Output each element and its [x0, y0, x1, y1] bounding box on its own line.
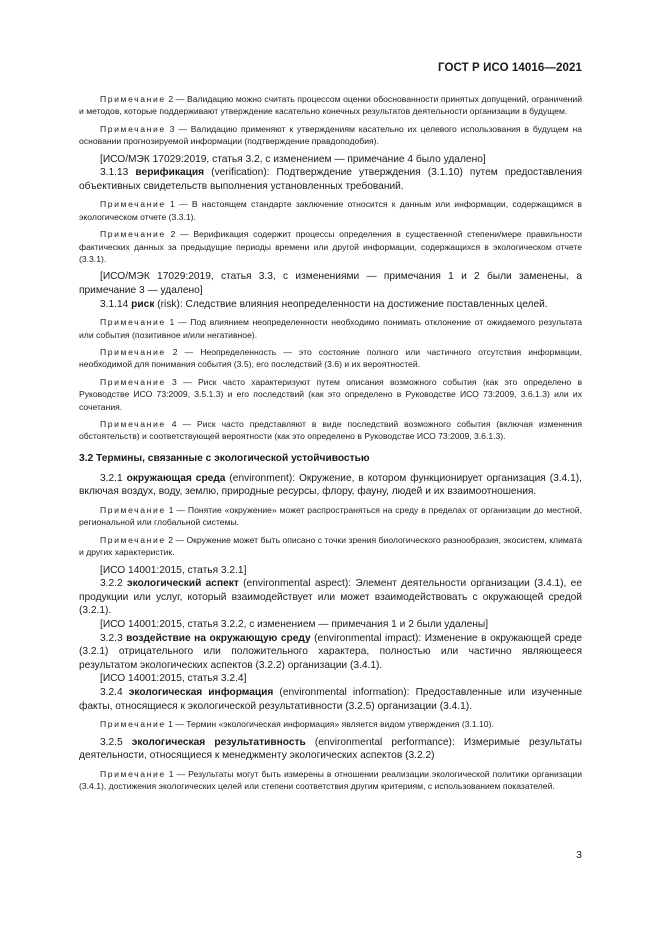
section-heading: 3.2 Термины, связанные с экологической устойчивостью	[79, 452, 370, 464]
term-name: риск	[131, 298, 155, 310]
note-text: — В настоящем стандарте заключение относится к данным или информации, содержащимся в экологическом отчете (3.3.1).	[79, 199, 582, 222]
note-text: — Валидацию можно считать процессом оценки обоснованности принятых допущений, ограничений и методов, которые поддерживают утверждение касательно конечных результатов деятельности организации в будущем.	[79, 94, 583, 117]
note-text: — Риск часто характеризуют путем описания возможного события (как это определено в Руководстве ИСО 73:2009, 3.5.1.3) и его последствий (как это определено в Руководстве ИСО 73:2009, 3.6.1.3) или их сочетания.	[79, 376, 583, 412]
note-number: 2	[172, 347, 178, 358]
term-definition	[79, 166, 582, 193]
note-label: Примечание	[100, 229, 166, 240]
note-label: Примечание	[100, 199, 166, 210]
note-paragraph	[79, 768, 582, 793]
note-text: — Риск часто представляют в виде последствий возможного события (включая изменения обстоятельств) и соответствующей вероятности (как это определено в Руководстве ИСО 73:2009, 3.6.1.3).	[79, 419, 583, 442]
note-number: 3	[172, 376, 177, 387]
source-reference: [ИСО 14001:2015, статья 3.2.4]	[100, 673, 247, 685]
note-label: Примечание	[100, 376, 166, 387]
note-paragraph	[79, 198, 582, 223]
note-label: Примечание	[100, 94, 166, 104]
term-name: верификация	[135, 167, 205, 179]
note-number: 1	[169, 317, 175, 328]
note-text: — Результаты могут быть измерены в отношении реализации экологической политики организации (3.4.1), достижения экологических целей или степени соответствия другим критериям, с использованием показателей.	[79, 768, 583, 792]
note-text: — Окружение может быть описано с точки зрения биологического разнообразия, экосистем, климата и других характеристик.	[79, 534, 582, 558]
document-body	[79, 93, 582, 798]
term-definition	[79, 686, 582, 713]
page-number: 3	[576, 849, 582, 861]
term-number: 3.2.3	[100, 632, 123, 644]
term-text: (environmental impact): Изменение в окружающей среде (3.2.1) отрицательного или положительного характера, полностью или частично являющееся результатом экологических аспектов (3.2.2) организации (3.4.1).	[79, 632, 582, 671]
term-number: 3.2.2	[100, 578, 123, 590]
note-text: — Под влиянием неопределенности необходимо понимать отклонение от ожидаемого результата или события (позитивное и/или негативное).	[79, 317, 582, 340]
note-text: — Неопределенность — это состояние полного или частичного отсутствия информации, необходимой для понимания события (3.5), его последствий (3.6) и их вероятностей.	[79, 347, 582, 370]
term-name: окружающая среда	[126, 472, 226, 484]
note-paragraph	[79, 123, 582, 148]
note-paragraph	[79, 376, 582, 413]
term-number: 3.1.13	[100, 167, 129, 179]
standard-header: ГОСТ Р ИСО 14016—2021	[437, 62, 582, 74]
note-number: 1	[168, 719, 173, 730]
term-name: воздействие на окружающую среду	[126, 632, 311, 644]
term-number: 3.2.1	[100, 472, 123, 484]
term-definition	[79, 577, 582, 618]
note-label: Примечание	[100, 719, 166, 730]
term-definition	[79, 298, 582, 312]
note-label: Примечание	[100, 347, 166, 358]
note-paragraph	[79, 534, 582, 559]
term-text: (environmental performance): Измеримые результаты деятельности, относящиеся к менеджменту экологических аспектов (3.2.2)	[79, 736, 582, 762]
note-number: 3	[169, 123, 175, 134]
note-number: 2	[168, 534, 173, 545]
term-definition	[79, 632, 582, 673]
note-label: Примечание	[100, 123, 166, 134]
source-reference: [ИСО/МЭК 17029:2019, статья 3.3, с изменениями — примечания 1 и 2 были заменены, а примечание 3 — удалено]	[79, 271, 582, 297]
note-label: Примечание	[100, 768, 166, 779]
term-text: (environmental information): Предоставленные или изученные факты, относящиеся к экологической результативности (3.2.5) организации (3.4.1).	[79, 687, 582, 712]
term-text: (environmental aspect): Элемент деятельности организации (3.4.1), ее продукции или услуг, который взаимодействует или может взаимодействовать с окружающей средой (3.2.1).	[79, 578, 582, 617]
note-number: 2	[170, 229, 176, 240]
term-definition	[79, 472, 582, 499]
note-label: Примечание	[100, 505, 166, 516]
note-paragraph	[79, 316, 582, 341]
note-paragraph	[79, 228, 582, 265]
note-paragraph	[79, 93, 582, 118]
note-number: 1	[168, 768, 174, 779]
source-reference: [ИСО 14001:2015, статья 3.2.1]	[100, 564, 247, 576]
term-text: (risk): Следствие влияния неопределенности на достижение поставленных целей.	[154, 298, 548, 310]
source-reference: [ИСО/МЭК 17029:2019, статья 3.2, с изменением — примечание 4 было удалено]	[100, 153, 486, 165]
note-paragraph	[79, 718, 582, 730]
term-name: экологическая результативность	[131, 736, 306, 748]
term-name: экологическая информация	[128, 687, 274, 699]
note-label: Примечание	[100, 317, 166, 328]
term-name: экологический аспект	[126, 578, 239, 590]
note-paragraph	[79, 504, 582, 529]
note-label: Примечание	[100, 534, 166, 545]
note-label: Примечание	[100, 419, 166, 430]
note-number: 2	[168, 94, 174, 104]
note-paragraph	[79, 346, 582, 371]
source-reference: [ИСО 14001:2015, статья 3.2.2, с изменением — примечания 1 и 2 были удалены]	[100, 619, 489, 631]
note-text: — Понятие «окружение» может распространяться на среду в пределах от организации до местной, региональной или глобальной системы.	[79, 505, 582, 528]
note-paragraph	[79, 418, 582, 443]
note-number: 1	[168, 505, 174, 516]
term-number: 3.2.5	[100, 736, 123, 748]
note-text: — Валидацию применяют к утверждениям касательно их целевого использования в будущем на основании прогнозируемой информации (подтверждение правдоподобия).	[79, 123, 582, 147]
note-number: 4	[171, 419, 177, 430]
note-number: 1	[170, 199, 175, 210]
term-definition	[79, 736, 582, 763]
term-number: 3.2.4	[100, 687, 123, 699]
note-text: — Термин «экологическая информация» является видом утверждения (3.1.10).	[175, 719, 494, 730]
term-text: (environment): Окружение, в котором функционирует организация (3.4.1), включая воздух, воду, землю, природные ресурсы, флору, фауну, людей и их взаимоотношения.	[79, 472, 582, 498]
term-text: (verification): Подтверждение утверждения (3.1.10) путем предоставления объективных свидетельств выполнения установленных требований.	[79, 167, 582, 192]
note-text: — Верификация содержит процессы определения в существенной степени/мере правильности фактических данных за предыдущие периоды времени или другой информации, содержащихся в экологическом отчете (3.3.1).	[79, 229, 583, 265]
term-number: 3.1.14	[100, 298, 129, 310]
